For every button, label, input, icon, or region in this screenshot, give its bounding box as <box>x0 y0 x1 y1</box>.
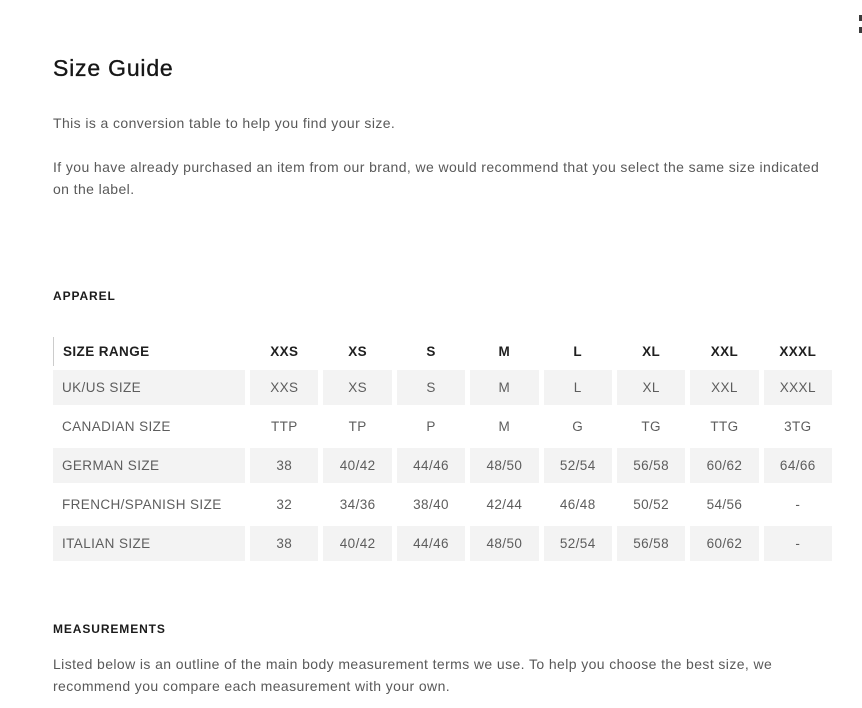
cell-value: 38 <box>250 526 318 561</box>
cell-value: 40/42 <box>323 526 391 561</box>
cell-value: XXXL <box>764 370 832 405</box>
header-size-range: SIZE RANGE <box>53 337 245 366</box>
table-row-german <box>53 448 832 483</box>
close-icon[interactable] <box>858 13 862 37</box>
cell-value: TTG <box>690 409 758 444</box>
header-l: L <box>573 344 583 359</box>
cell-value: 38 <box>250 448 318 483</box>
row-label: UK/US SIZE <box>53 370 245 405</box>
header-xxl: XXL <box>710 344 739 359</box>
header-xxs: XXS <box>270 344 299 359</box>
cell-value: XL <box>617 370 685 405</box>
table-header <box>53 337 832 366</box>
measurements-description: Listed below is an outline of the main body measurement terms we use. To help you choose the best size, we recommend you compare each measurement with your own. <box>53 656 773 694</box>
table-row-canadian <box>53 409 832 444</box>
measurements-heading: MEASUREMENTS <box>53 622 166 636</box>
cell-value: M <box>470 370 538 405</box>
cell-value: 32 <box>250 487 318 522</box>
cell-value: 50/52 <box>617 487 685 522</box>
cell-value: M <box>470 409 538 444</box>
cell-value: 60/62 <box>690 526 758 561</box>
cell-value: XXL <box>690 370 758 405</box>
cell-value: G <box>544 409 612 444</box>
intro-text-2: If you have already purchased an item from our brand, we would recommend that you select the same size indicated on the label. <box>53 159 820 197</box>
cell-value: - <box>764 487 832 522</box>
table-header-row <box>53 337 832 366</box>
cell-value: 52/54 <box>544 448 612 483</box>
cell-value: 64/66 <box>764 448 832 483</box>
cell-value: XXS <box>250 370 318 405</box>
cell-value: 34/36 <box>323 487 391 522</box>
cell-value: 40/42 <box>323 448 391 483</box>
header-xl: XL <box>642 344 661 359</box>
cell-value: 48/50 <box>470 526 538 561</box>
cell-value: 3TG <box>764 409 832 444</box>
cell-value: TTP <box>250 409 318 444</box>
cell-value: S <box>397 370 465 405</box>
cell-value: XS <box>323 370 391 405</box>
cell-value: 54/56 <box>690 487 758 522</box>
cell-value: 46/48 <box>544 487 612 522</box>
table-row-french-spanish <box>53 487 832 522</box>
cell-value: P <box>397 409 465 444</box>
header-s: S <box>426 344 436 359</box>
table-row-italian <box>53 526 832 561</box>
table-row-uk-us <box>53 370 832 405</box>
cell-value: 38/40 <box>397 487 465 522</box>
row-label: CANADIAN SIZE <box>53 409 245 444</box>
header-xs: XS <box>348 344 368 359</box>
header-xxxl: XXXL <box>779 344 817 359</box>
intro-text-1: This is a conversion table to help you find your size. <box>53 115 396 131</box>
cell-value: 48/50 <box>470 448 538 483</box>
row-label: FRENCH/SPANISH SIZE <box>53 487 245 522</box>
cell-value: TP <box>323 409 391 444</box>
cell-value: TG <box>617 409 685 444</box>
cell-value: - <box>764 526 832 561</box>
cell-value: 52/54 <box>544 526 612 561</box>
cell-value: 44/46 <box>397 526 465 561</box>
size-conversion-table <box>48 333 837 565</box>
cell-value: 60/62 <box>690 448 758 483</box>
cell-value: 44/46 <box>397 448 465 483</box>
header-m: M <box>498 344 511 359</box>
cell-value: 56/58 <box>617 526 685 561</box>
cell-value: 42/44 <box>470 487 538 522</box>
page-title: Size Guide <box>53 55 174 81</box>
cell-value: L <box>544 370 612 405</box>
cell-value: 56/58 <box>617 448 685 483</box>
apparel-heading: APPAREL <box>53 289 116 303</box>
row-label: ITALIAN SIZE <box>53 526 245 561</box>
measurements-section <box>53 622 832 697</box>
apparel-section <box>53 289 832 565</box>
row-label: GERMAN SIZE <box>53 448 245 483</box>
